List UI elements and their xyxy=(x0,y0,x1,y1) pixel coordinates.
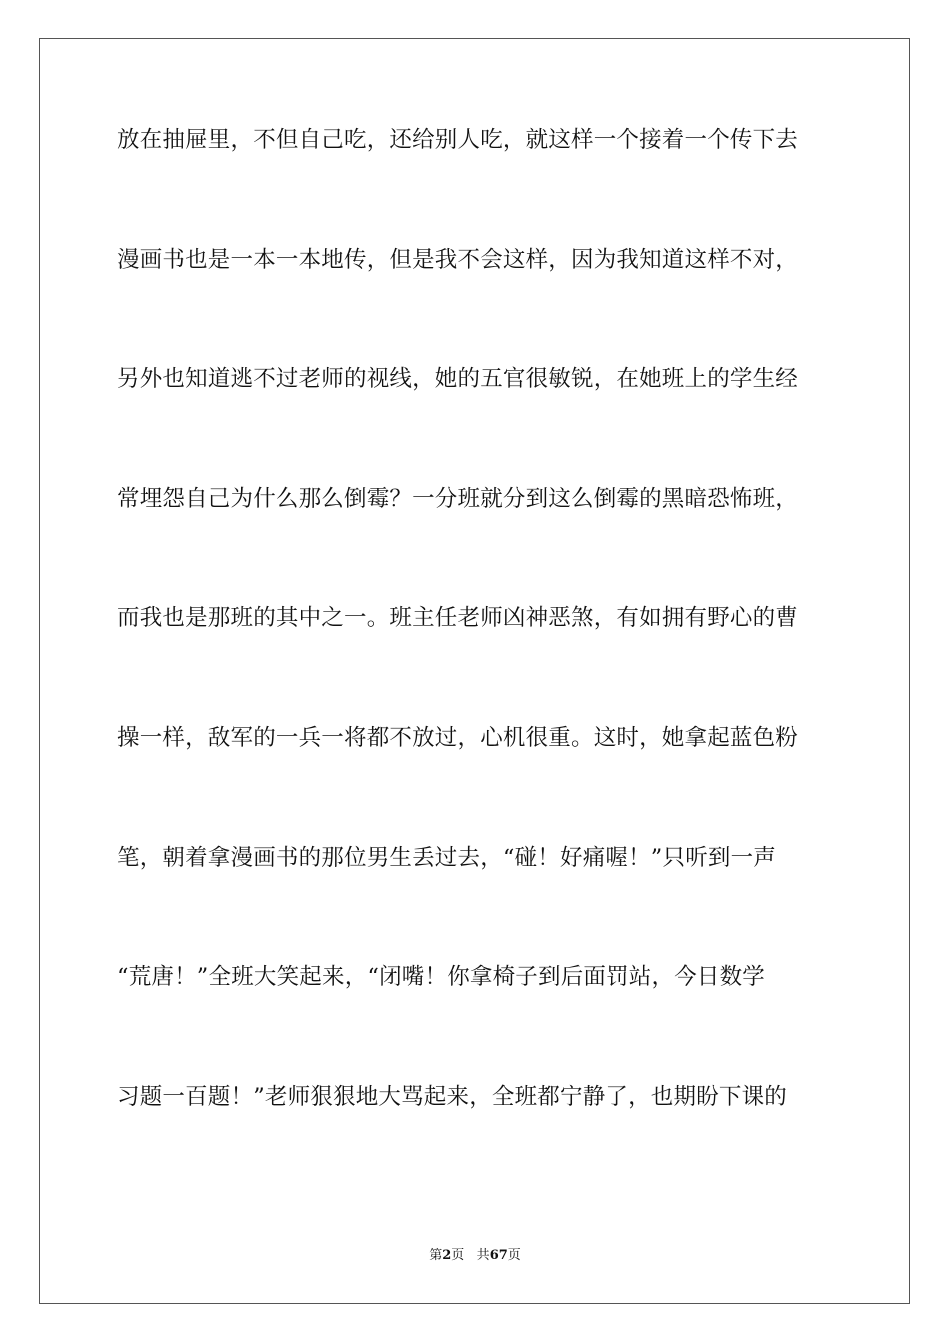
page-prefix: 第 xyxy=(429,1248,443,1263)
document-body xyxy=(117,128,833,1204)
text-line: 而我也是那班的其中之一。班主任老师凶神恶煞，有如拥有野心的曹 xyxy=(117,605,799,632)
total-suffix: 页 xyxy=(507,1248,521,1263)
current-page-number: 2 xyxy=(442,1248,452,1263)
total-prefix: 共 xyxy=(476,1248,490,1263)
page-footer xyxy=(0,1248,950,1264)
text-line: “荒唐！”全班大笑起来，“闭嘴！你拿椅子到后面罚站，今日数学 xyxy=(117,964,766,991)
text-line: 操一样，敌军的一兵一将都不放过，心机很重。这时，她拿起蓝色粉 xyxy=(117,724,799,751)
text-line: 另外也知道逃不过老师的视线，她的五官很敏锐，在她班上的学生经 xyxy=(117,366,799,393)
total-pages-number: 67 xyxy=(489,1248,508,1263)
page-suffix: 页 xyxy=(451,1248,465,1263)
text-line: 漫画书也是一本一本地传，但是我不会这样，因为我知道这样不对， xyxy=(117,246,799,273)
text-line: 笔，朝着拿漫画书的那位男生丢过去，“碰！好痛喔！”只听到一声 xyxy=(117,844,777,871)
text-line: 放在抽屉里，不但自己吃，还给别人吃，就这样一个接着一个传下去 xyxy=(117,127,799,153)
text-line: 习题一百题！”老师狠狠地大骂起来，全班都宁静了，也期盼下课的 xyxy=(117,1083,788,1110)
text-line: 常埋怨自己为什么那么倒霉？一分班就分到这么倒霉的黑暗恐怖班， xyxy=(117,485,799,512)
